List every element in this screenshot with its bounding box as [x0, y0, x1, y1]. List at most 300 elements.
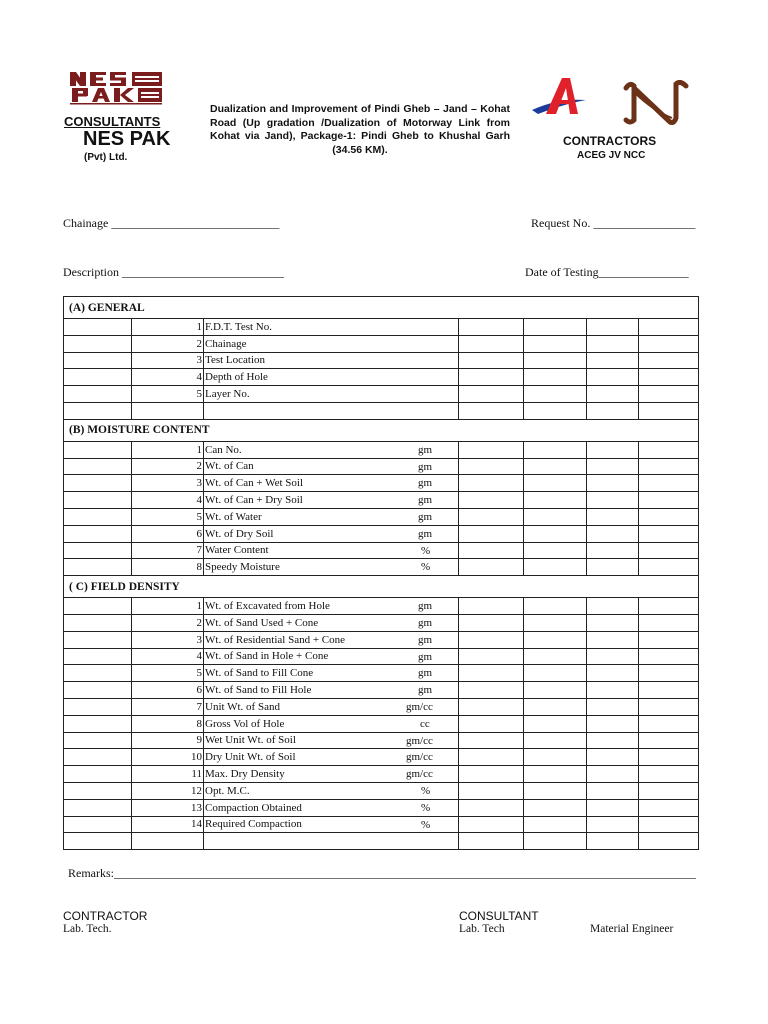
blank-cell[interactable] [64, 833, 132, 850]
row-description [204, 542, 459, 559]
table-row [64, 458, 699, 475]
row-label: Wt. of Water [205, 510, 262, 523]
section-title: (B) MOISTURE CONTENT [64, 419, 699, 441]
value-cell[interactable] [587, 833, 639, 850]
value-cell[interactable] [639, 369, 699, 386]
value-cell[interactable] [459, 833, 524, 850]
value-cell[interactable] [524, 352, 587, 369]
section-header-density [64, 576, 699, 598]
value-cell[interactable] [587, 441, 639, 458]
row-label: Wt. of Sand in Hole + Cone [205, 650, 329, 663]
row-label: Max. Dry Density [205, 768, 285, 781]
row-label: Wt. of Can + Wet Soil [205, 477, 303, 490]
value-cell[interactable] [587, 631, 639, 648]
value-cell[interactable] [524, 782, 587, 799]
row-label: Water Content [205, 544, 269, 557]
value-cell[interactable] [459, 766, 524, 783]
chainage-field[interactable]: Chainage ____________________________ [63, 216, 280, 230]
table-row [64, 386, 699, 403]
value-cell[interactable] [524, 766, 587, 783]
value-cell[interactable] [587, 598, 639, 615]
row-number: 14 [132, 816, 204, 833]
value-cell[interactable] [524, 833, 587, 850]
value-cell[interactable] [459, 525, 524, 542]
row-description [204, 525, 459, 542]
table-row [64, 352, 699, 369]
ncc-logo [622, 80, 692, 126]
value-cell[interactable] [524, 698, 587, 715]
material-engineer: Material Engineer [590, 923, 674, 935]
value-cell[interactable] [639, 715, 699, 732]
row-number: 3 [132, 475, 204, 492]
value-cell[interactable] [587, 458, 639, 475]
value-cell[interactable] [459, 369, 524, 386]
value-cell[interactable] [587, 525, 639, 542]
value-cell[interactable] [587, 352, 639, 369]
row-number: 4 [132, 648, 204, 665]
description-field[interactable]: Description ___________________________ [63, 265, 284, 279]
row-unit: gm/cc [406, 751, 433, 764]
value-cell[interactable] [639, 782, 699, 799]
row-label: Test Location [205, 354, 266, 367]
value-cell[interactable] [639, 441, 699, 458]
value-cell[interactable] [524, 799, 587, 816]
blank-cell[interactable] [64, 335, 132, 352]
value-cell[interactable] [459, 631, 524, 648]
value-cell[interactable] [639, 559, 699, 576]
blank-cell[interactable] [64, 766, 132, 783]
value-cell[interactable] [639, 335, 699, 352]
table-row [64, 782, 699, 799]
value-cell[interactable] [639, 799, 699, 816]
row-number: 1 [132, 598, 204, 615]
row-description [204, 441, 459, 458]
row-label: Wt. of Can [205, 460, 254, 473]
consultant-role: CONSULTANT [459, 909, 539, 923]
row-unit: gm/cc [406, 734, 433, 747]
table-row [64, 665, 699, 682]
value-cell[interactable] [639, 614, 699, 631]
row-number: 3 [132, 631, 204, 648]
value-cell[interactable] [639, 816, 699, 833]
table-row [64, 475, 699, 492]
value-cell[interactable] [524, 614, 587, 631]
row-description [204, 319, 459, 336]
value-cell[interactable] [587, 559, 639, 576]
row-number: 7 [132, 542, 204, 559]
table-row [64, 508, 699, 525]
value-cell[interactable] [524, 559, 587, 576]
row-label: Required Compaction [205, 818, 302, 831]
value-cell[interactable] [524, 816, 587, 833]
blank-cell[interactable] [64, 749, 132, 766]
row-description [204, 386, 459, 403]
value-cell[interactable] [524, 386, 587, 403]
blank-cell[interactable] [64, 525, 132, 542]
blank-cell[interactable] [64, 698, 132, 715]
table-row [64, 559, 699, 576]
blank-cell[interactable] [64, 458, 132, 475]
row-label: Wet Unit Wt. of Soil [205, 734, 296, 747]
value-cell[interactable] [459, 782, 524, 799]
table-row [64, 766, 699, 783]
table-row [64, 715, 699, 732]
value-cell[interactable] [459, 386, 524, 403]
row-description [204, 715, 459, 732]
value-cell[interactable] [587, 799, 639, 816]
row-unit: gm [418, 494, 433, 507]
section-header-general [64, 297, 699, 319]
value-cell[interactable] [524, 475, 587, 492]
row-number [132, 833, 204, 850]
value-cell[interactable] [524, 335, 587, 352]
value-cell[interactable] [587, 715, 639, 732]
value-cell[interactable] [639, 749, 699, 766]
value-cell[interactable] [639, 525, 699, 542]
value-cell[interactable] [587, 492, 639, 509]
blank-cell[interactable] [64, 402, 132, 419]
field-density-table [63, 296, 699, 850]
value-cell[interactable] [524, 319, 587, 336]
row-description [204, 648, 459, 665]
request-no-field[interactable]: Request No. _________________ [531, 216, 696, 230]
row-description [204, 475, 459, 492]
value-cell[interactable] [639, 732, 699, 749]
value-cell[interactable] [459, 335, 524, 352]
row-unit: % [421, 801, 431, 814]
value-cell[interactable] [587, 732, 639, 749]
value-cell[interactable] [587, 782, 639, 799]
row-label: Layer No. [205, 388, 250, 401]
value-cell[interactable] [459, 698, 524, 715]
table-row [64, 631, 699, 648]
row-description [204, 598, 459, 615]
value-cell[interactable] [587, 508, 639, 525]
value-cell[interactable] [587, 816, 639, 833]
value-cell[interactable] [639, 598, 699, 615]
value-cell[interactable] [459, 542, 524, 559]
row-label: Wt. of Excavated from Hole [205, 600, 330, 613]
row-unit: % [421, 544, 431, 557]
value-cell[interactable] [639, 542, 699, 559]
value-cell[interactable] [587, 369, 639, 386]
value-cell[interactable] [524, 525, 587, 542]
row-description [204, 402, 459, 419]
blank-cell[interactable] [64, 542, 132, 559]
value-cell[interactable] [524, 749, 587, 766]
value-cell[interactable] [459, 598, 524, 615]
row-label: Wt. of Dry Soil [205, 527, 274, 540]
table-row [64, 833, 699, 850]
row-description [204, 749, 459, 766]
row-unit: gm [418, 616, 433, 629]
blank-cell[interactable] [64, 665, 132, 682]
section-title: (A) GENERAL [64, 297, 699, 319]
table-row [64, 648, 699, 665]
value-cell[interactable] [459, 665, 524, 682]
value-cell[interactable] [639, 475, 699, 492]
row-number: 5 [132, 508, 204, 525]
row-unit: gm [418, 460, 433, 473]
row-label: Unit Wt. of Sand [205, 700, 280, 713]
value-cell[interactable] [587, 614, 639, 631]
value-cell[interactable] [587, 665, 639, 682]
row-number [132, 402, 204, 419]
row-number: 1 [132, 441, 204, 458]
value-cell[interactable] [524, 732, 587, 749]
value-cell[interactable] [459, 508, 524, 525]
row-description [204, 508, 459, 525]
value-cell[interactable] [639, 682, 699, 699]
value-cell[interactable] [587, 475, 639, 492]
table-row [64, 492, 699, 509]
table-row [64, 441, 699, 458]
row-label: Chainage [205, 337, 247, 350]
value-cell[interactable] [639, 492, 699, 509]
row-number: 10 [132, 749, 204, 766]
value-cell[interactable] [459, 799, 524, 816]
blank-cell[interactable] [64, 648, 132, 665]
value-cell[interactable] [459, 475, 524, 492]
aceg-logo [528, 74, 590, 120]
blank-cell[interactable] [64, 715, 132, 732]
row-label: Compaction Obtained [205, 801, 302, 814]
value-cell[interactable] [459, 614, 524, 631]
row-unit: gm [418, 510, 433, 523]
value-cell[interactable] [524, 648, 587, 665]
consultant-name: NES PAK [83, 128, 171, 150]
row-number: 4 [132, 369, 204, 386]
value-cell[interactable] [459, 402, 524, 419]
row-description [204, 782, 459, 799]
value-cell[interactable] [639, 458, 699, 475]
table-row [64, 799, 699, 816]
table-row [64, 319, 699, 336]
table-row [64, 614, 699, 631]
row-label: Wt. of Residential Sand + Cone [205, 633, 346, 646]
nespak-logo [70, 72, 162, 106]
value-cell[interactable] [524, 665, 587, 682]
table-row [64, 525, 699, 542]
blank-cell[interactable] [64, 682, 132, 699]
value-cell[interactable] [639, 631, 699, 648]
row-number: 8 [132, 559, 204, 576]
value-cell[interactable] [459, 732, 524, 749]
row-label: Depth of Hole [205, 371, 268, 384]
value-cell[interactable] [639, 833, 699, 850]
row-description [204, 732, 459, 749]
row-unit: % [421, 818, 431, 831]
row-unit: cc [420, 717, 430, 730]
row-number: 9 [132, 732, 204, 749]
blank-cell[interactable] [64, 369, 132, 386]
value-cell[interactable] [639, 766, 699, 783]
row-number: 1 [132, 319, 204, 336]
row-description [204, 698, 459, 715]
row-unit: % [421, 561, 431, 574]
row-number: 3 [132, 352, 204, 369]
blank-cell[interactable] [64, 782, 132, 799]
value-cell[interactable] [524, 598, 587, 615]
row-unit: gm [418, 477, 433, 490]
row-label: Wt. of Can + Dry Soil [205, 494, 303, 507]
row-number: 13 [132, 799, 204, 816]
row-number: 12 [132, 782, 204, 799]
row-label: Can No. [205, 443, 242, 456]
value-cell[interactable] [459, 682, 524, 699]
value-cell[interactable] [587, 402, 639, 419]
row-label: Dry Unit Wt. of Soil [205, 751, 296, 764]
blank-cell[interactable] [64, 598, 132, 615]
value-cell[interactable] [639, 508, 699, 525]
value-cell[interactable] [639, 665, 699, 682]
table-row [64, 402, 699, 419]
value-cell[interactable] [524, 508, 587, 525]
remarks-line[interactable]: Remarks:_________________________________________________________________________________________________ [68, 866, 696, 880]
blank-cell[interactable] [64, 816, 132, 833]
table-row [64, 369, 699, 386]
contractors-name: ACEG JV NCC [577, 150, 646, 161]
value-cell[interactable] [459, 816, 524, 833]
row-description [204, 352, 459, 369]
row-label: F.D.T. Test No. [205, 320, 272, 333]
date-of-testing-field[interactable]: Date of Testing_______________ [525, 265, 689, 279]
value-cell[interactable] [524, 715, 587, 732]
value-cell[interactable] [524, 369, 587, 386]
value-cell[interactable] [459, 559, 524, 576]
row-number: 8 [132, 715, 204, 732]
value-cell[interactable] [587, 766, 639, 783]
consultant-suffix: (Pvt) Ltd. [84, 152, 128, 163]
contractors-label: CONTRACTORS [563, 134, 657, 148]
row-label: Wt. of Sand to Fill Hole [205, 684, 312, 697]
row-description [204, 369, 459, 386]
row-unit: gm [418, 650, 433, 663]
blank-cell[interactable] [64, 799, 132, 816]
row-unit: % [421, 784, 431, 797]
row-description [204, 614, 459, 631]
value-cell[interactable] [524, 492, 587, 509]
row-label: Wt. of Sand to Fill Cone [205, 667, 314, 680]
value-cell[interactable] [524, 402, 587, 419]
value-cell[interactable] [639, 698, 699, 715]
blank-cell[interactable] [64, 508, 132, 525]
blank-cell[interactable] [64, 492, 132, 509]
row-description [204, 631, 459, 648]
table-row [64, 598, 699, 615]
row-number: 4 [132, 492, 204, 509]
table-row [64, 816, 699, 833]
value-cell[interactable] [524, 682, 587, 699]
section-title: ( C) FIELD DENSITY [64, 576, 699, 598]
value-cell[interactable] [459, 319, 524, 336]
consultant-lab-tech: Lab. Tech [459, 923, 505, 935]
section-header-moisture [64, 419, 699, 441]
row-description [204, 335, 459, 352]
row-label: Wt. of Sand Used + Cone [205, 616, 319, 629]
value-cell[interactable] [524, 458, 587, 475]
row-unit: gm [418, 443, 433, 456]
row-description [204, 559, 459, 576]
table-row [64, 698, 699, 715]
blank-cell[interactable] [64, 441, 132, 458]
row-unit: gm [418, 667, 433, 680]
row-description [204, 816, 459, 833]
value-cell[interactable] [459, 441, 524, 458]
row-unit: gm [418, 684, 433, 697]
value-cell[interactable] [459, 492, 524, 509]
row-description [204, 492, 459, 509]
blank-cell[interactable] [64, 386, 132, 403]
blank-cell[interactable] [64, 319, 132, 336]
blank-cell[interactable] [64, 352, 132, 369]
blank-cell[interactable] [64, 631, 132, 648]
blank-cell[interactable] [64, 732, 132, 749]
row-description [204, 665, 459, 682]
value-cell[interactable] [587, 682, 639, 699]
blank-cell[interactable] [64, 475, 132, 492]
row-number: 2 [132, 458, 204, 475]
value-cell[interactable] [639, 319, 699, 336]
row-number: 2 [132, 335, 204, 352]
value-cell[interactable] [459, 458, 524, 475]
row-label: Speedy Moisture [205, 561, 280, 574]
row-label: Opt. M.C. [205, 784, 250, 797]
value-cell[interactable] [639, 648, 699, 665]
value-cell[interactable] [524, 631, 587, 648]
row-number: 2 [132, 614, 204, 631]
table-row [64, 749, 699, 766]
row-description [204, 833, 459, 850]
table-row [64, 542, 699, 559]
row-number: 6 [132, 682, 204, 699]
table-row [64, 335, 699, 352]
row-number: 7 [132, 698, 204, 715]
value-cell[interactable] [524, 542, 587, 559]
value-cell[interactable] [587, 542, 639, 559]
row-description [204, 766, 459, 783]
project-title: Dualization and Improvement of Pindi Gheb – Jand – Kohat Road (Up gradation /Dualization of Motorway Link from Kohat via Jand), Package-1: Pindi Gheb to Khushal Garh (34.56 KM). [210, 103, 510, 156]
value-cell[interactable] [587, 648, 639, 665]
blank-cell[interactable] [64, 559, 132, 576]
row-unit: gm [418, 527, 433, 540]
row-description [204, 682, 459, 699]
table-row [64, 732, 699, 749]
value-cell[interactable] [459, 648, 524, 665]
blank-cell[interactable] [64, 614, 132, 631]
consultants-label: CONSULTANTS [64, 114, 161, 129]
value-cell[interactable] [587, 749, 639, 766]
value-cell[interactable] [639, 402, 699, 419]
value-cell[interactable] [459, 352, 524, 369]
value-cell[interactable] [587, 319, 639, 336]
row-description [204, 458, 459, 475]
row-number: 5 [132, 386, 204, 403]
row-unit: gm/cc [406, 768, 433, 781]
row-label: Gross Vol of Hole [205, 717, 285, 730]
value-cell[interactable] [639, 352, 699, 369]
value-cell[interactable] [459, 715, 524, 732]
value-cell[interactable] [459, 749, 524, 766]
table-row [64, 682, 699, 699]
value-cell[interactable] [524, 441, 587, 458]
row-number: 11 [132, 766, 204, 783]
row-description [204, 799, 459, 816]
value-cell[interactable] [587, 698, 639, 715]
value-cell[interactable] [639, 386, 699, 403]
value-cell[interactable] [587, 335, 639, 352]
value-cell[interactable] [587, 386, 639, 403]
